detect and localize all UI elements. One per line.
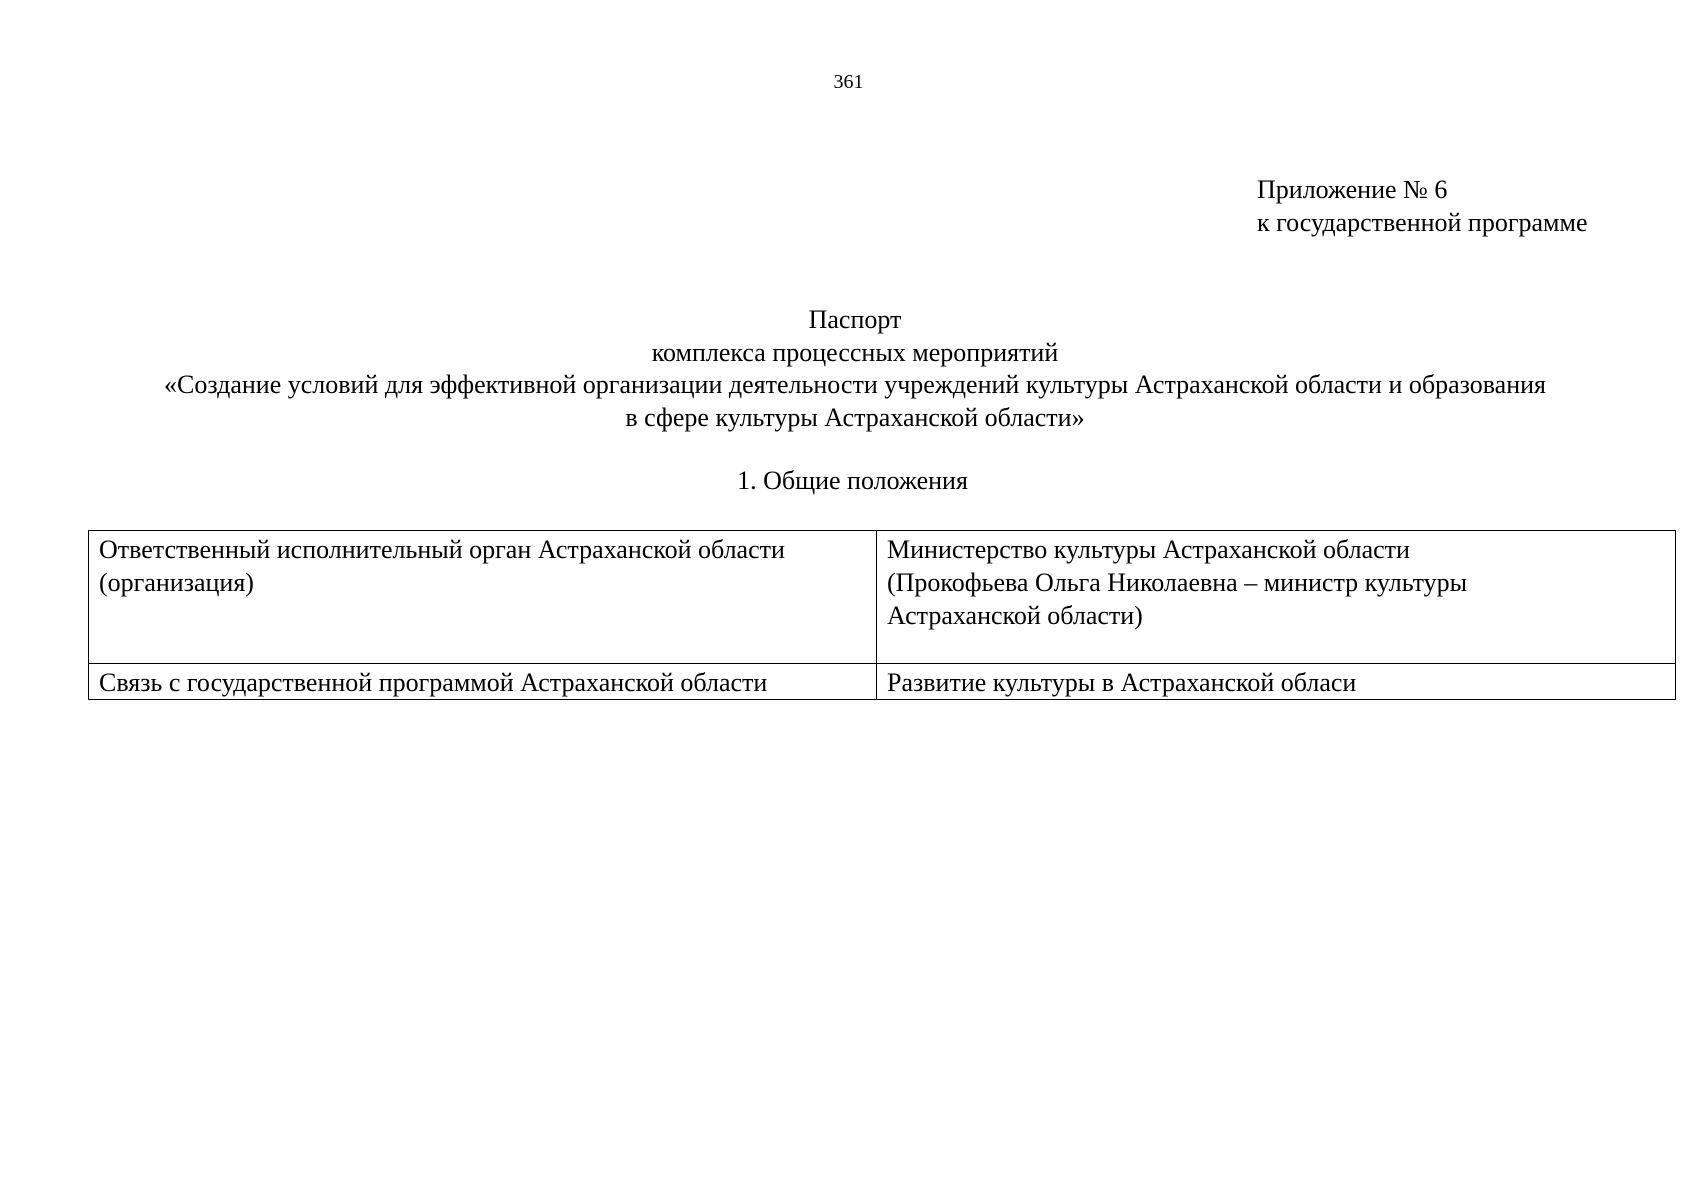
appendix-line: к государственной программе [1257,208,1588,237]
general-provisions-table [88,530,1676,700]
document-title [60,304,1650,434]
table-cell-value [877,664,1676,700]
title-line: Паспорт [808,305,902,334]
cell-text: Астраханской области) [887,601,1143,630]
title-line: в сфере культуры Астраханской области» [625,402,1085,432]
cell-text: (Прокофьева Ольга Николаевна – министр культуры [887,568,1468,597]
table-row [89,664,1676,700]
appendix-note [1257,173,1588,239]
title-line: «Создание условий для эффективной организации деятельности учреждений культуры Астраханской области и образования [163,370,1547,399]
appendix-line: Приложение № 6 [1257,175,1448,204]
section-heading: 1. Общие положения [737,466,968,495]
table-cell-label [89,531,877,664]
table-cell-label [89,664,877,700]
cell-text: Министерство культуры Астраханской области [887,535,1410,564]
table-row [89,531,1676,664]
table-cell-value [877,531,1676,664]
cell-text: Развитие культуры в Астраханской обласи [887,668,1357,697]
cell-text: Связь с государственной программой Астраханской области [99,668,768,697]
title-line: комплекса процессных мероприятий [651,337,1059,367]
cell-text: (организация) [99,568,254,597]
page-number: 361 [833,71,864,93]
cell-text: Ответственный исполнительный орган Астраханской области [99,535,785,564]
